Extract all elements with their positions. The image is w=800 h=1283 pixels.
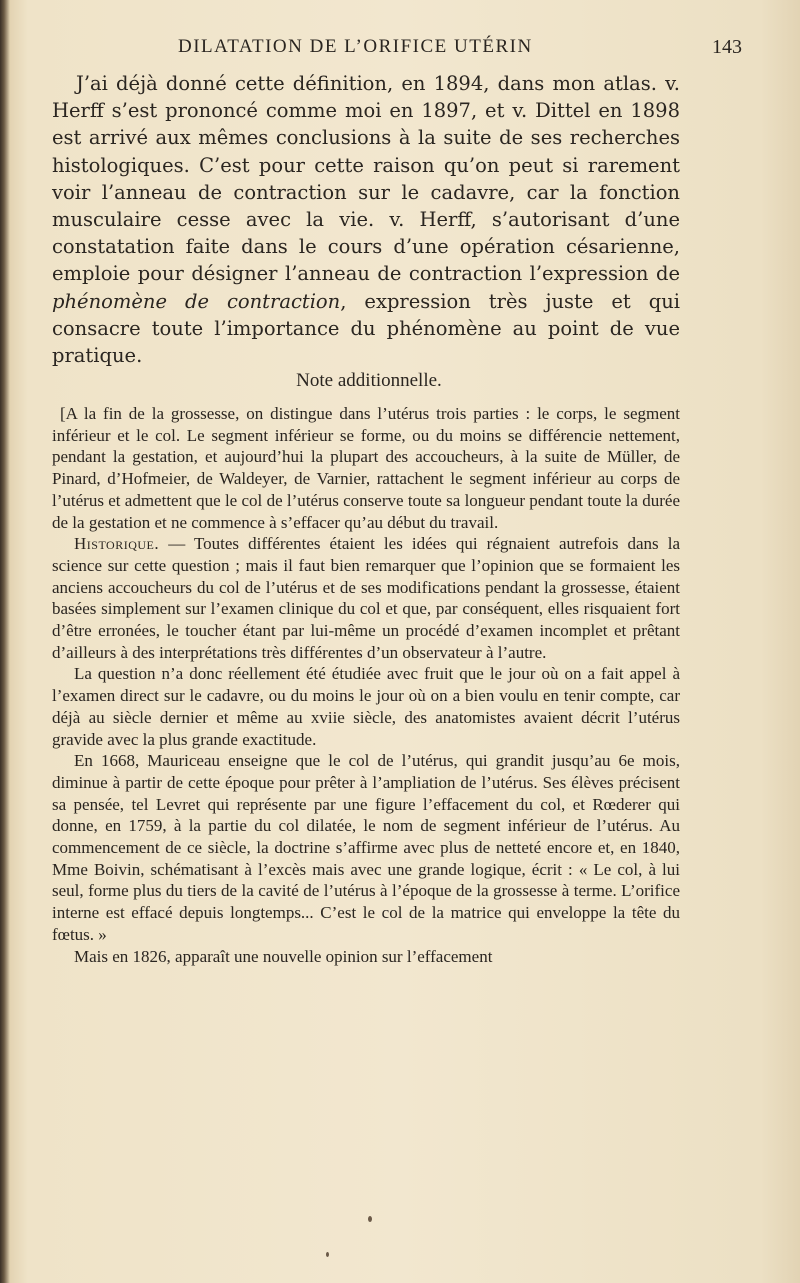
section-label: Historique. [74,534,160,554]
main-body-text [52,70,680,369]
note-paragraph: La question n’a donc réellement été étudiée avec fruit que le jour où on a fait appel à l’examen direct sur le cadavre, ou du moins le jour où on a bien voulu en tenir compte, car déjà au siècle dernier et même au xviie siècle, des anatomistes avaient décrit l’utérus gravide avec la plus grande exactitude. [52,664,680,749]
main-paragraph-start: J’ai déjà donné cette définition, en 1894, dans mon atlas. v. Herff s’est prononcé comme moi en 1897, et v. Dittel en 1898 est arrivé aux mêmes conclusions à la suite de ses recherches histologiques. C’est pour cette raison qu’on peut si rarement voir l’anneau de contraction sur le cadavre, car la fonction musculaire cesse avec la vie. v. Herff, s’autorisant d’une constatation faite dans le cours d’une opération césarienne, emploie pour désigner l’anneau de contraction l’expression de [52,72,680,286]
page-header [60,36,760,60]
note-paragraph: Mais en 1826, apparaît une nouvelle opinion sur l’effacement [74,946,493,966]
note-heading: Note additionnelle. [296,370,442,391]
note-paragraph: En 1668, Mauriceau enseigne que le col de l’utérus, qui grandit jusqu’au 6e mois, diminue à partir de cette époque pour prêter à l’ampliation de l’utérus. Ses élèves précisent sa pensée, tel Levret qui représente par une figure l’effacement du col, et Rœderer qui donne, en 1759, à la partie du col dilatée, le nom de segment inférieur de l’utérus. Au commencement de ce siècle, la doctrine s’affirme avec plus de netteté encore et, en 1840, Mme Boivin, schématisant à l’excès mais avec une grande logique, écrit : « Le col, à lui seul, forme plus du tiers de la cavité de l’utérus à l’époque de la grossesse à terme. L’orifice interne est effacé depuis longtemps... C’est le col de la matrice qui enveloppe la tête du fœtus. » [52,751,680,944]
emphasized-term: phénomène de contraction [52,289,341,313]
additional-note [52,403,680,967]
main-paragraph-end: , expression très juste et qui consacre toute l’importance du phénomène au point de vue pratique. [52,289,680,368]
note-paragraph: [A la fin de la grossesse, on distingue dans l’utérus trois parties : le corps, le segment inférieur et le col. Le segment inférieur se forme, ou du moins se différencie nettement, pendant la gestation, et aujourd’hui la plupart des accoucheurs, à la suite de Müller, de Pinard, d’Hofmeier, de Waldeyer, de Varnier, rattachent le segment inférieur au corps de l’utérus et admettent que le col de l’utérus conserve toute sa longueur pendant toute la durée de la gestation et ne commence à s’effacer qu’au début du travail. [52,404,680,532]
note-paragraph-text: — Toutes différentes étaient les idées qui régnaient autrefois dans la science sur cette question ; mais il faut bien remarquer que l’opinion que se formaient les anciens accoucheurs du col de l’utérus et de ses modifications pendant la grossesse, étaient basées simplement sur l’examen clinique du col et que, par conséquent, elles risquaient fort d’être erronées, le toucher étant par lui-même un procédé d’examen incomplet et prêtant d’ailleurs à des interprétations très différentes d’un observateur à l’autre. [52,534,680,662]
ink-speck [368,1216,372,1222]
ink-speck [326,1252,329,1257]
page-number: 143 [712,36,742,58]
running-title: DILATATION DE L’ORIFICE UTÉRIN [178,36,533,57]
main-paragraph [52,70,680,369]
note-paragraph-historique [52,533,680,663]
